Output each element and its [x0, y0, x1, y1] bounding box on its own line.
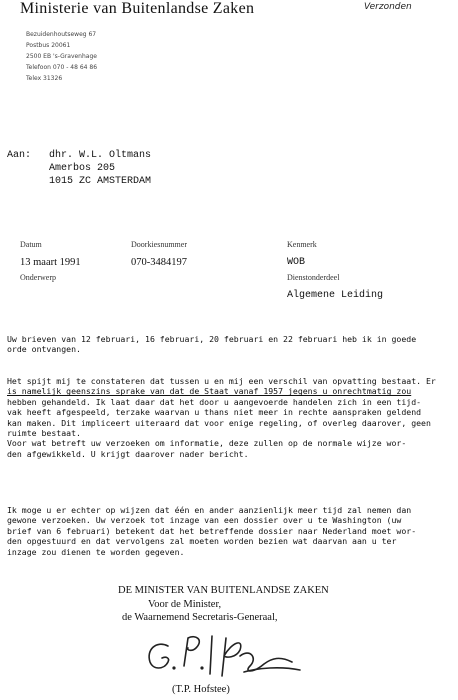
closing-on-behalf: Voor de Minister,	[148, 599, 222, 610]
date-value: 13 maart 1991	[20, 257, 81, 268]
address-line: Telex 31326	[26, 75, 63, 82]
text-line: inzage zou dienen te worden gegeven.	[7, 546, 185, 557]
recipient-city: 1015 ZC AMSTERDAM	[49, 176, 152, 187]
text-line: gewone verzoeken. Uw verzoek tot inzage van een dossier over u te Washington (uw	[7, 515, 402, 526]
recipient-label: Aan:	[7, 150, 32, 161]
text-line: den afgewikkeld. U krijgt daarover nader bericht.	[7, 448, 249, 459]
department-value: Algemene Leiding	[287, 290, 384, 301]
text-line: ruimte bestaat.	[7, 427, 81, 438]
closing-title: de Waarnemend Secretaris-Generaal,	[122, 612, 278, 623]
department-label: Dienstonderdeel	[287, 273, 340, 282]
text-line: brief van 6 februari) betekent dat het betreffende dossier naar Nederland moet wor-	[7, 525, 417, 536]
text-line: hebben gehandeld. Ik laat daar dat het door u aangevoerde handelen zich in een tijd-	[7, 396, 422, 407]
recipient-name: dhr. W.L. Oltmans	[49, 150, 152, 161]
signatory-name: (T.P. Hofstee)	[172, 684, 230, 695]
ministry-title: Ministerie van Buitenlandse Zaken	[20, 0, 255, 17]
text-line: Het spijt mij te constateren dat tussen u en mij een verschil van opvatting bestaat. Er	[7, 376, 436, 386]
recipient-street: Amerbos 205	[49, 163, 116, 174]
text-line: Voor wat betreft uw verzoeken om informatie, deze zullen op de normale wijze wor-	[7, 438, 407, 449]
paragraph-receipt	[7, 334, 451, 355]
closing-minister: DE MINISTER VAN BUITENLANDSE ZAKEN	[118, 585, 329, 596]
address-line: 2500 EB 's-Gravenhage	[26, 53, 97, 60]
paragraph-dossier	[7, 505, 451, 557]
sent-stamp: Verzonden	[364, 2, 412, 12]
underlined-text-line: is namelijk geenszins sprake van dat de Staat vanaf 1957 jegens u onrechtmatig zou	[7, 386, 412, 397]
paragraph-dispute	[7, 376, 451, 459]
reference-value: WOB	[287, 257, 306, 268]
text-line: Ik moge u er echter op wijzen dat één en ander aanzienlijk meer tijd zal nemen dan	[7, 505, 412, 515]
text-line: vak heeft afgespeeld, terzake waarvan u thans niet meer in rechte aanspraken geldend	[7, 407, 422, 418]
date-label: Datum	[20, 240, 42, 249]
subject-label: Onderwerp	[20, 273, 56, 282]
address-line: Telefoon 070 - 48 64 86	[26, 64, 98, 71]
reference-label: Kenmerk	[287, 240, 317, 249]
address-line: Bezuidenhoutseweg 67	[26, 31, 97, 38]
phone-value: 070-3484197	[131, 257, 187, 268]
address-line: Postbus 20061	[26, 42, 71, 49]
text-line: kan maken. Dit impliceert uiteraard dat voor enige regeling, of overleg daarover, geen	[7, 417, 431, 428]
phone-label: Doorkiesnummer	[131, 240, 187, 249]
text-line: den opgestuurd en dat vervolgens zal moeten worden bezien wat daarvan aan u ter	[7, 536, 397, 547]
text-line: orde ontvangen.	[7, 344, 81, 355]
handwritten-signature	[140, 628, 310, 684]
text-line: Uw brieven van 12 februari, 16 februari, 20 februari en 22 februari heb ik in goede	[7, 334, 417, 344]
